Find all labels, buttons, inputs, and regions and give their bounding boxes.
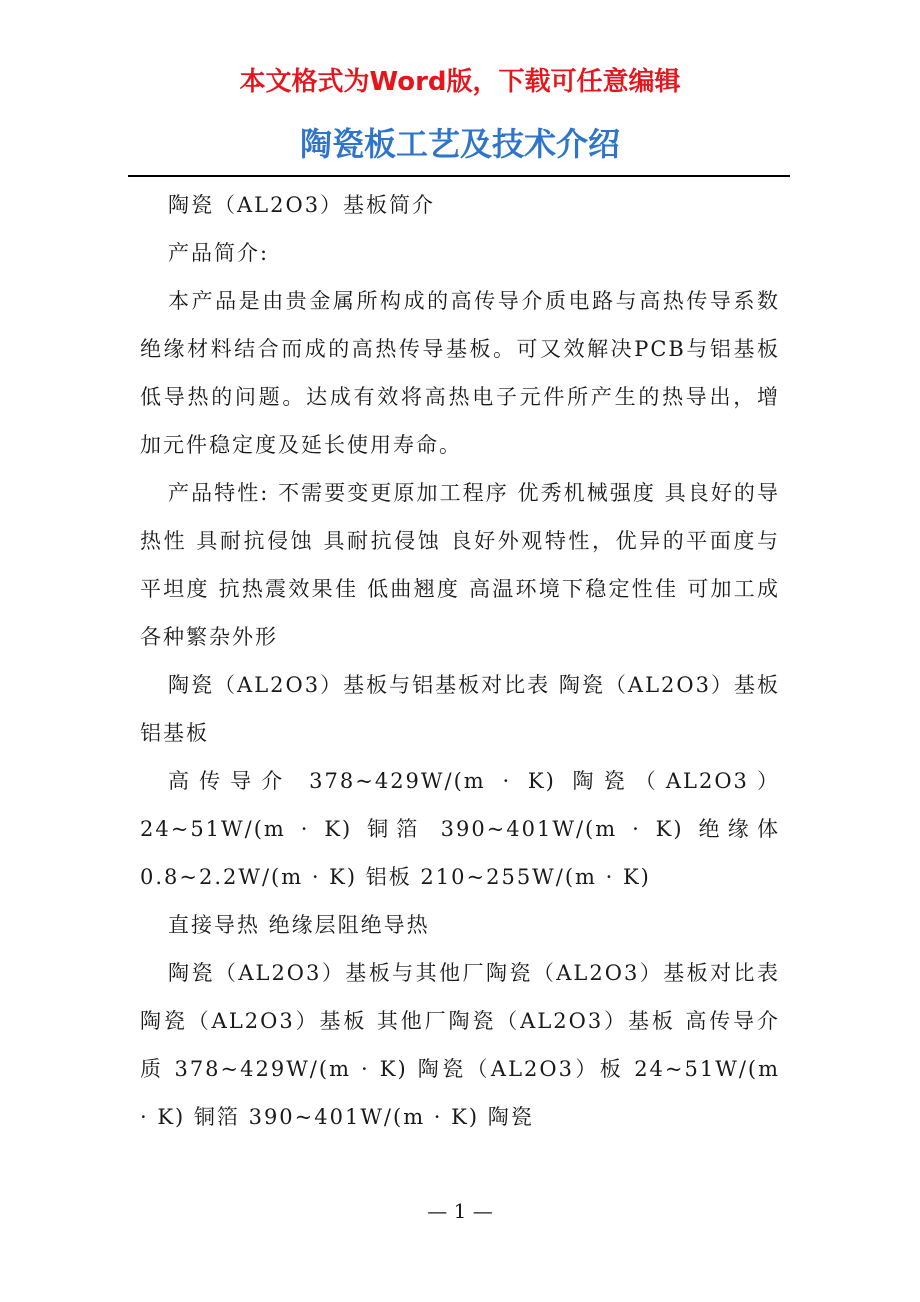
comparison-table-other-vendors: 陶瓷（AL2O3）基板与其他厂陶瓷（AL2O3）基板对比表 陶瓷（AL2O3）基板 其他厂陶瓷（AL2O3）基板 高传导介质 378~429W/(m · K) 陶瓷（AL2O3）板 24~51W/(m · K) 铜箔 390~401W/(m · K) 陶瓷 [140, 961, 780, 1129]
section-heading-intro: 陶瓷（AL2O3）基板简介 [168, 193, 436, 217]
conduction-comparison: 直接导热 绝缘层阻绝导热 [168, 913, 430, 937]
product-features: 产品特性: 不需要变更原加工程序 优秀机械强度 具良好的导热性 具耐抗侵蚀 具耐抗侵蚀 良好外观特性，优异的平面度与平坦度 抗热震效果佳 低曲翘度 高温环境下稳定性佳 可加工成各种繁杂外形 [140, 481, 780, 649]
comparison-values-aluminum: 高传导介 378~429W/(m · K) 陶瓷（AL2O3）24~51W/(m · K) 铜箔 390~401W/(m · K) 绝缘体 0.8~2.2W/(m · K) 铝板 210~255W/(m · K) [140, 769, 780, 889]
download-notice: 本文格式为Word版，下载可任意编辑 [239, 67, 681, 97]
product-description: 本产品是由贵金属所构成的高传导介质电路与高热传导系数绝缘材料结合而成的高热传导基板。可又效解决PCB与铝基板低导热的问题。达成有效将高热电子元件所产生的热导出，增加元件稳定度及延长使用寿命。 [140, 289, 780, 457]
document-title: 陶瓷板工艺及技术介绍 [299, 125, 620, 163]
page-number: — 1 — [427, 1199, 493, 1223]
document-body [140, 181, 780, 1141]
header-rule [128, 175, 790, 177]
comparison-table-aluminum-heading: 陶瓷（AL2O3）基板与铝基板对比表 陶瓷（AL2O3）基板 铝基板 [140, 673, 780, 745]
product-intro-label: 产品简介: [168, 241, 270, 265]
